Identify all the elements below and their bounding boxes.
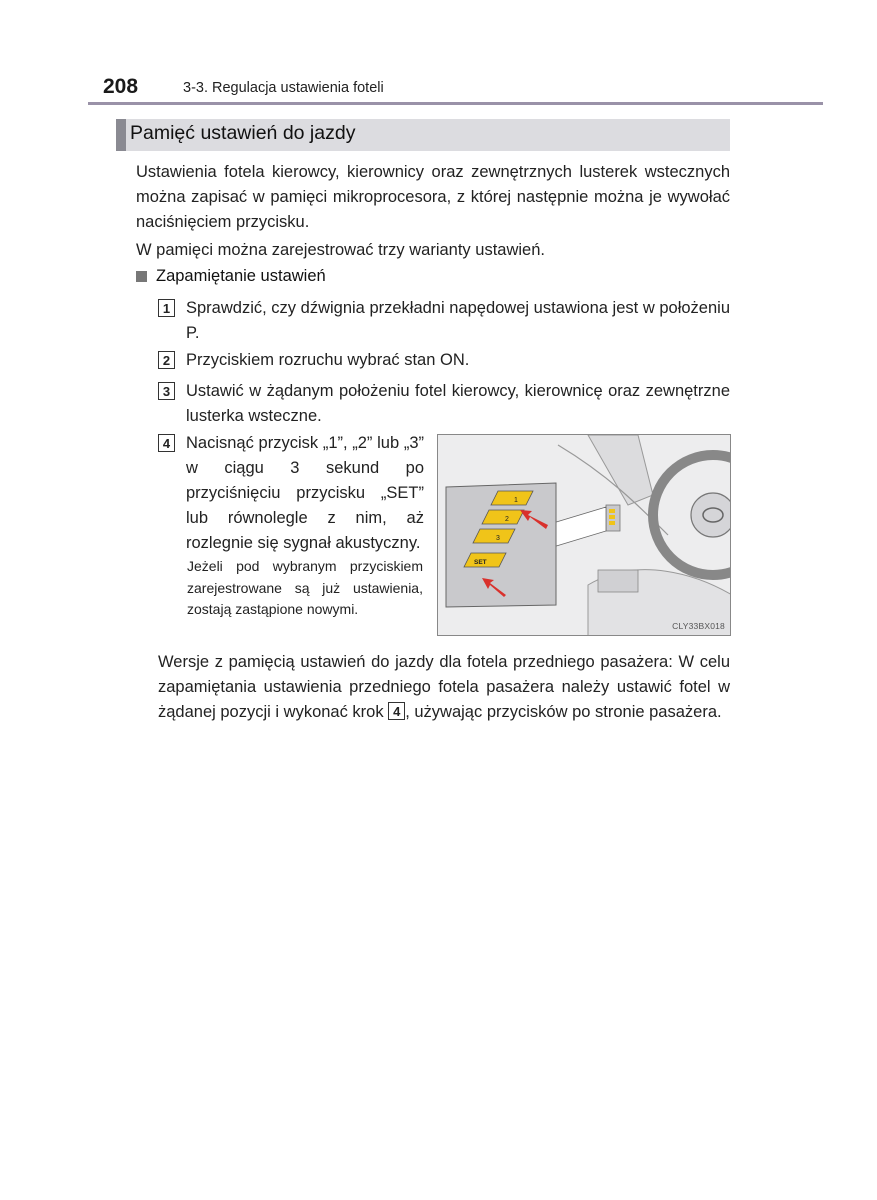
set-button-label: SET bbox=[474, 559, 487, 566]
step-number: 1 bbox=[158, 299, 175, 317]
step-number: 3 bbox=[158, 382, 175, 400]
subheading bbox=[136, 267, 326, 286]
intro-paragraph: Ustawienia fotela kierowcy, kierownicy oraz zewnętrznych lusterek wstecznych można zapisać w pamięci mikroprocesora, z której następnie można je wywołać naciśnięciem przycisku. bbox=[136, 163, 730, 231]
button-2-label: 2 bbox=[505, 516, 509, 523]
chapter-title: 3-3. Regulacja ustawienia foteli bbox=[183, 80, 384, 96]
step-1 bbox=[158, 296, 730, 348]
memory-button-3 bbox=[473, 529, 515, 543]
figure-code: CLY33BX018 bbox=[672, 621, 725, 631]
step-text: Ustawić w żądanym położeniu fotel kierowcy, kierownicę oraz zewnętrzne lusterka wsteczne. bbox=[186, 382, 730, 425]
button-3-label: 3 bbox=[496, 535, 500, 542]
section-title: Pamięć ustawień do jazdy bbox=[130, 122, 356, 144]
step-text: Sprawdzić, czy dźwignia przekładni napędowej ustawiona jest w położeniu P. bbox=[186, 299, 730, 342]
square-bullet-icon bbox=[136, 271, 147, 282]
page-number: 208 bbox=[103, 75, 139, 98]
step-2 bbox=[158, 348, 730, 374]
step-4 bbox=[158, 431, 424, 551]
subheading-text: Zapamiętanie ustawień bbox=[156, 267, 326, 285]
passenger-intro-text: Wersje z pamięcią ustawień do jazdy dla fotela przedniego pasażera: W celu zapamiętania ustawienia przedniego fotela pasażera należy ustawić fotel w żądanej pozycji i wykonać krok bbox=[158, 653, 730, 721]
memory-button-1 bbox=[491, 491, 533, 505]
step-number: 4 bbox=[158, 434, 175, 452]
step-text: Przyciskiem rozruchu wybrać stan ON. bbox=[186, 351, 470, 369]
memory-buttons-figure bbox=[437, 434, 731, 636]
step-3 bbox=[158, 379, 730, 431]
illustration-svg bbox=[438, 435, 731, 636]
memory-button-2 bbox=[482, 510, 524, 524]
header-divider bbox=[88, 102, 823, 105]
passenger-paragraph bbox=[158, 650, 730, 725]
step-text: Nacisnąć przycisk „1”, „2” lub „3” w ciągu 3 sekund po przyciśnięciu przycisku „SET” lub równolegle z nim, aż rozlegnie się sygnał akustyczny. bbox=[186, 434, 424, 552]
step-reference: 4 bbox=[388, 702, 405, 720]
step-number: 2 bbox=[158, 351, 175, 369]
variants-paragraph: W pamięci można zarejestrować trzy warianty ustawień. bbox=[136, 241, 545, 259]
button-panel bbox=[446, 483, 556, 607]
set-button bbox=[464, 553, 506, 567]
passenger-outro-text: , używając przycisków po stronie pasażera. bbox=[405, 703, 722, 721]
button-1-label: 1 bbox=[514, 497, 518, 504]
section-accent bbox=[116, 119, 126, 151]
step-4-note: Jeżeli pod wybranym przyciskiem zarejestrowane są już ustawienia, zostają zastąpione nowymi. bbox=[187, 558, 423, 617]
